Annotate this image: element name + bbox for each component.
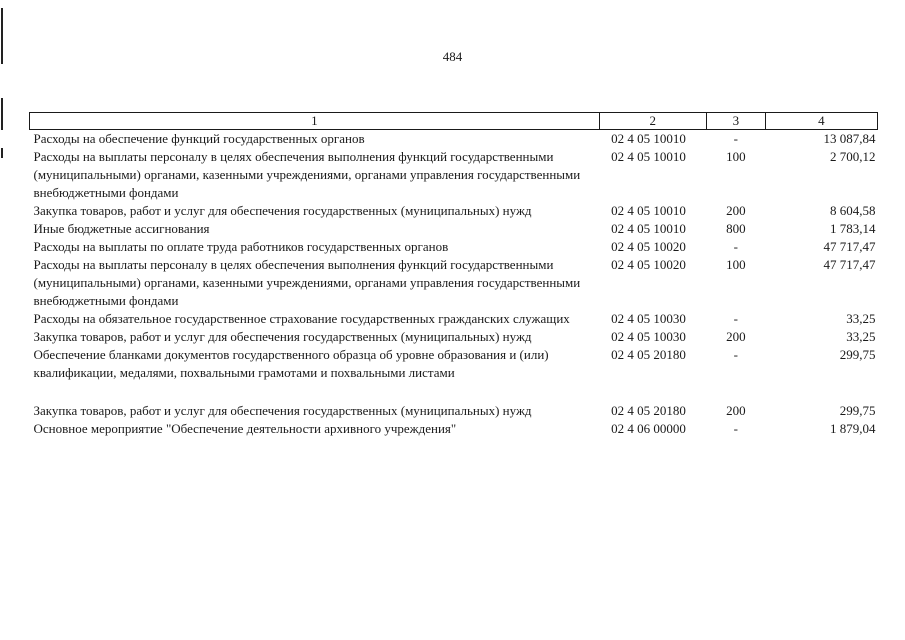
expense-type: 200: [726, 403, 746, 418]
expense-name: Расходы на обязательное государственное страхование государственных гражданских служащих: [33, 311, 570, 326]
target-article-code: 02 4 05 10020: [611, 257, 686, 272]
table-row: [30, 420, 878, 438]
expense-type: -: [733, 239, 738, 254]
target-article-code: 02 4 05 10030: [611, 311, 686, 326]
expense-type: -: [733, 311, 738, 326]
expense-type: 200: [726, 329, 746, 344]
target-article-code: 02 4 05 10010: [611, 203, 686, 218]
amount: 299,75: [839, 347, 876, 362]
amount: 8 604,58: [830, 203, 876, 218]
target-article-code: 02 4 05 20180: [611, 347, 686, 362]
target-article-code: 02 4 05 10010: [611, 221, 686, 236]
table-header-row: [30, 113, 878, 130]
table-row: [30, 202, 878, 220]
expense-type: -: [733, 347, 738, 362]
table-row: [30, 328, 878, 346]
expense-type: 100: [726, 149, 746, 164]
expense-name: Расходы на выплаты по оплате труда работников государственных органов: [33, 239, 449, 254]
expense-name: Иные бюджетные ассигнования: [33, 221, 210, 236]
expense-type: 800: [726, 221, 746, 236]
amount: 47 717,47: [823, 239, 876, 254]
expense-name: Закупка товаров, работ и услуг для обеспечения государственных (муниципальных) нужд: [33, 329, 532, 344]
column-header: 4: [765, 113, 877, 130]
expense-name: Обеспечение бланками документов государственного образца об уровне образования и (или) квалификации, медалями, похвальными грамотами и похвальными листами: [33, 347, 549, 380]
table-row: [30, 148, 878, 202]
expense-name: Закупка товаров, работ и услуг для обеспечения государственных (муниципальных) нужд: [33, 203, 532, 218]
amount: 47 717,47: [823, 257, 876, 272]
expense-name: Расходы на выплаты персоналу в целях обеспечения выполнения функций государственными (муниципальными) органами, казенными учреждениями, органами управления государственными внебюджетными фондами: [33, 257, 581, 308]
column-header: 3: [706, 113, 765, 130]
column-header: 1: [30, 113, 600, 130]
amount: 33,25: [846, 311, 876, 326]
expense-name: Расходы на обеспечение функций государственных органов: [33, 131, 365, 146]
amount: 33,25: [846, 329, 876, 344]
amount: 299,75: [839, 403, 876, 418]
target-article-code: 02 4 05 10020: [611, 239, 686, 254]
table-row: [30, 130, 878, 149]
table-row: [30, 238, 878, 256]
target-article-code: 02 4 05 10010: [611, 149, 686, 164]
row-spacer: [30, 382, 878, 402]
table-row: [30, 310, 878, 328]
expense-type: -: [733, 421, 738, 436]
target-article-code: 02 4 06 00000: [611, 421, 686, 436]
expense-name: Основное мероприятие "Обеспечение деятельности архивного учреждения": [33, 421, 457, 436]
scan-edge-mark: [1, 148, 3, 158]
amount: 1 783,14: [830, 221, 876, 236]
amount: 1 879,04: [830, 421, 876, 436]
expense-type: 200: [726, 203, 746, 218]
page-number: 484: [442, 49, 463, 64]
target-article-code: 02 4 05 20180: [611, 403, 686, 418]
table-row: [30, 402, 878, 420]
amount: 2 700,12: [830, 149, 876, 164]
target-article-code: 02 4 05 10010: [611, 131, 686, 146]
expense-type: -: [733, 131, 738, 146]
target-article-code: 02 4 05 10030: [611, 329, 686, 344]
table-row: [30, 256, 878, 310]
column-header: 2: [599, 113, 706, 130]
expense-name: Расходы на выплаты персоналу в целях обеспечения выполнения функций государственными (муниципальными) органами, казенными учреждениями, органами управления государственными внебюджетными фондами: [33, 149, 581, 200]
scan-edge-mark: [1, 98, 3, 130]
budget-table: [29, 112, 878, 438]
expense-type: 100: [726, 257, 746, 272]
expense-name: Закупка товаров, работ и услуг для обеспечения государственных (муниципальных) нужд: [33, 403, 532, 418]
amount: 13 087,84: [823, 131, 876, 146]
table-row: [30, 220, 878, 238]
table-row: [30, 346, 878, 382]
